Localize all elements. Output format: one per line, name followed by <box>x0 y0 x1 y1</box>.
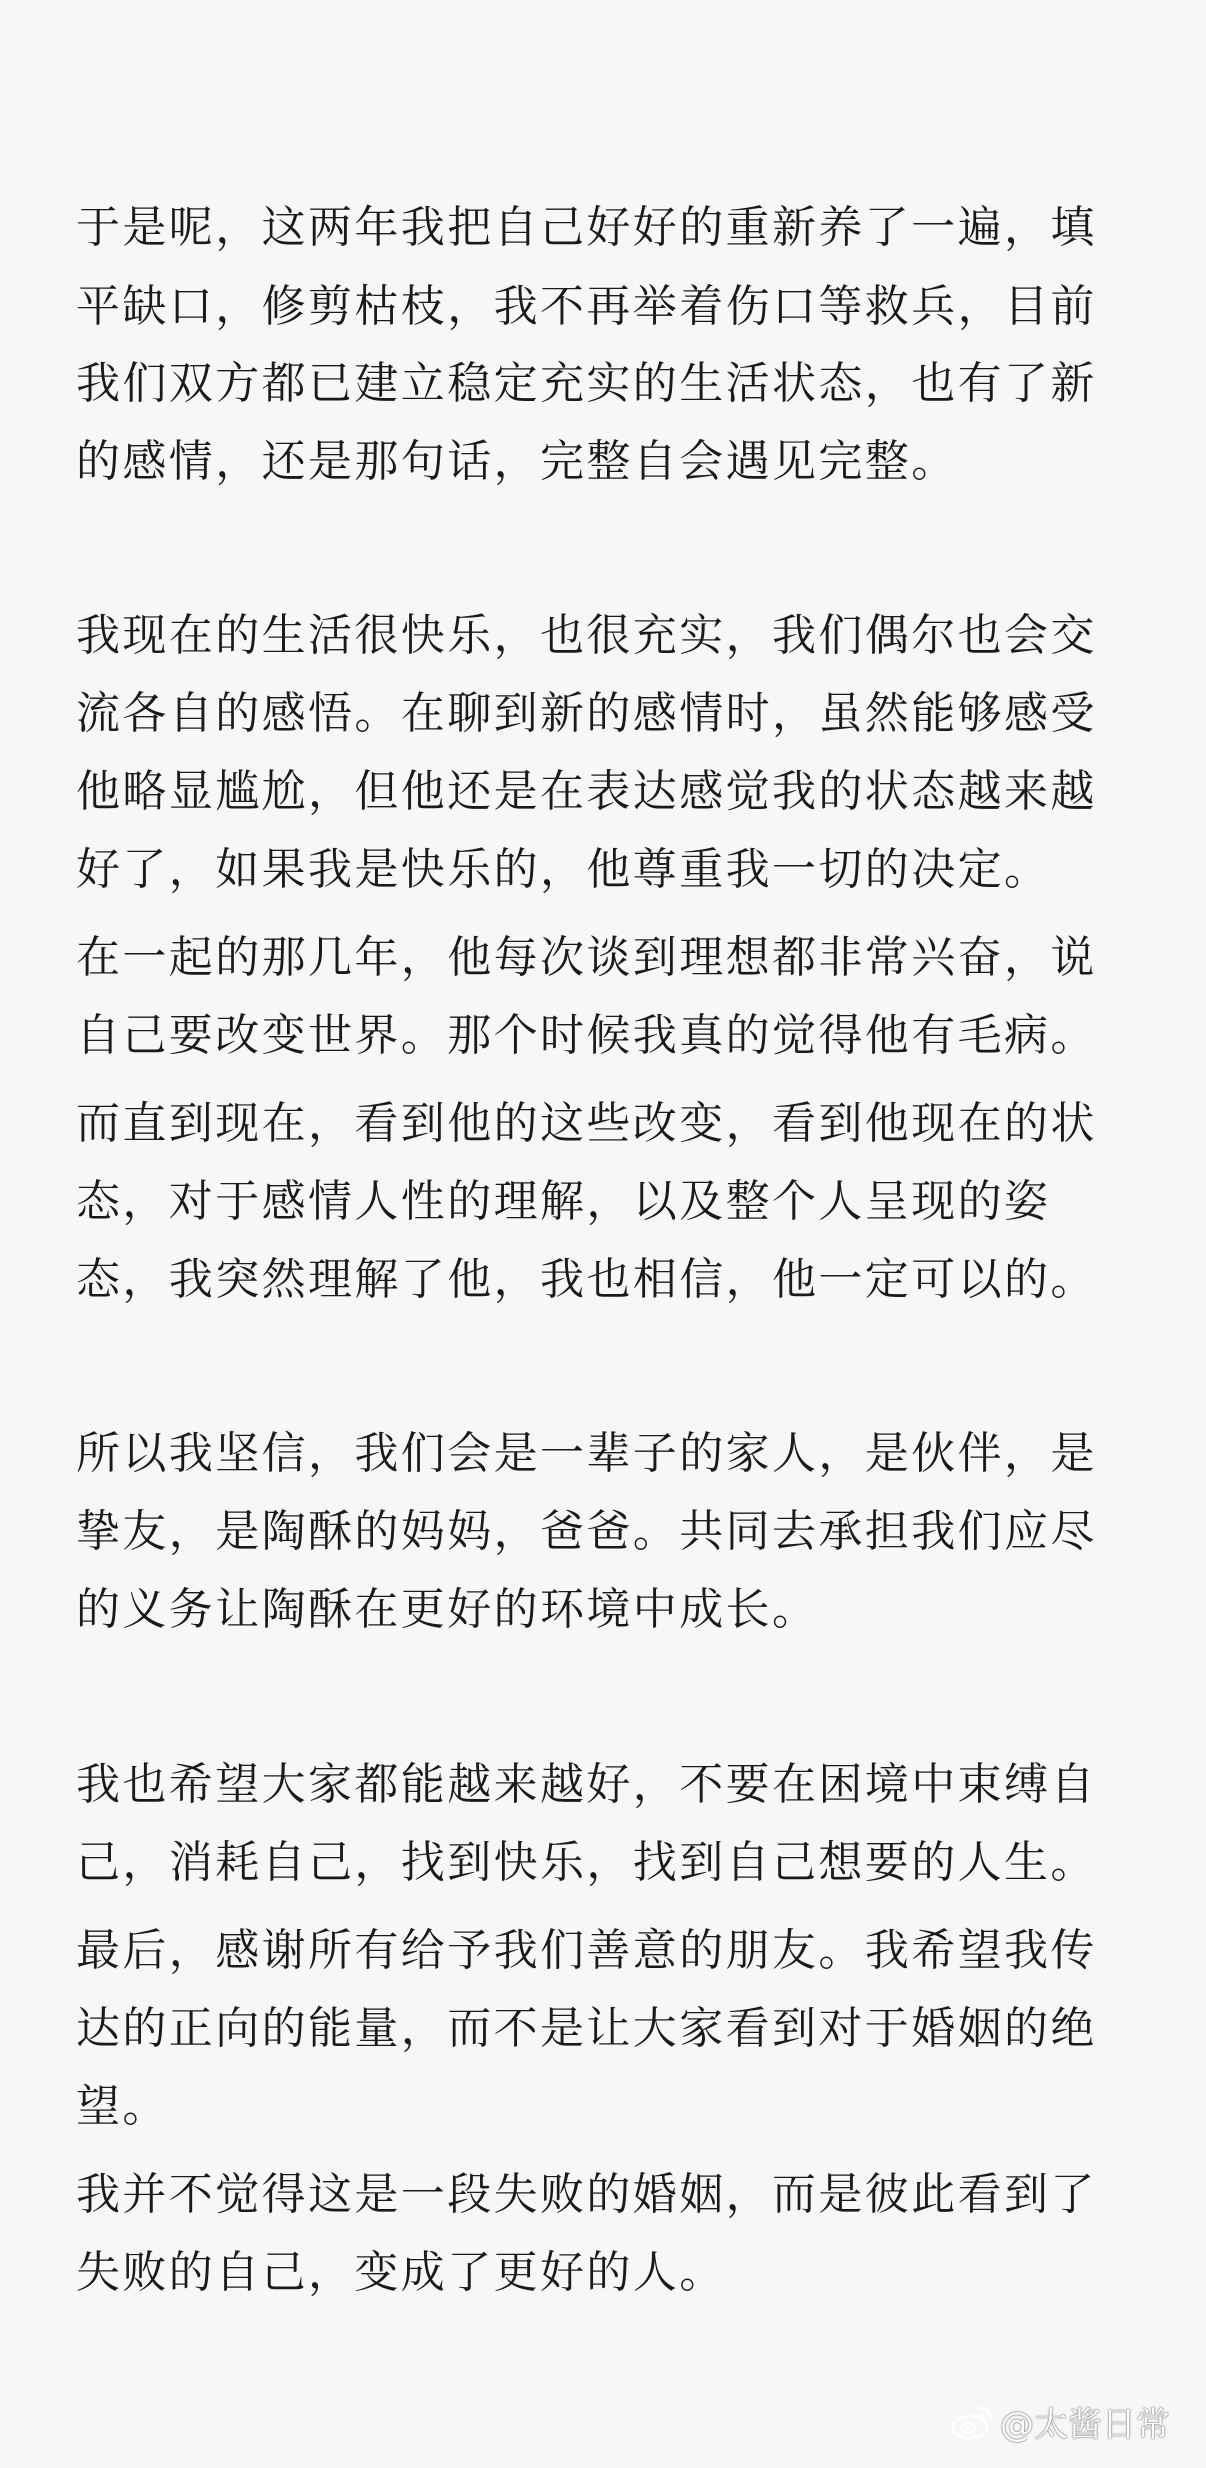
text-line: 他略显尴尬，但他还是在表达感觉我的状态越来越 <box>76 766 1097 817</box>
text-line: 挚友，是陶酥的妈妈，爸爸。共同去承担我们应尽 <box>76 1506 1097 1557</box>
text-line: 平缺口，修剪枯枝，我不再举着伤口等救兵，目前 <box>76 281 1097 332</box>
text-line: 望。 <box>76 2081 169 2132</box>
text-line: 失败的自己，变成了更好的人。 <box>76 2247 726 2298</box>
text-line: 己，消耗自己，找到快乐，找到自己想要的人生。 <box>76 1837 1097 1888</box>
text-line: 好了，如果我是快乐的，他尊重我一切的决定。 <box>76 844 1051 895</box>
text-line: 态，我突然理解了他，我也相信，他一定可以的。 <box>76 1254 1097 1305</box>
text-line: 达的正向的能量，而不是让大家看到对于婚姻的绝 <box>76 2003 1097 2054</box>
text-line: 流各自的感悟。在聊到新的感情时，虽然能够感受 <box>76 688 1097 739</box>
text-line: 我们双方都已建立稳定充实的生活状态，也有了新 <box>76 358 1097 409</box>
text-line: 我现在的生活很快乐，也很充实，我们偶尔也会交 <box>76 610 1097 661</box>
text-line: 所以我坚信，我们会是一辈子的家人，是伙伴，是 <box>76 1428 1097 1479</box>
text-line: 自己要改变世界。那个时候我真的觉得他有毛病。 <box>76 1010 1097 1061</box>
watermark-text: @太酱日常 <box>1000 2405 1170 2445</box>
weibo-icon <box>950 2400 994 2450</box>
text-line: 最后，感谢所有给予我们善意的朋友。我希望我传 <box>76 1925 1097 1976</box>
text-line: 我也希望大家都能越来越好，不要在困境中束缚自 <box>76 1759 1097 1810</box>
text-line: 于是呢，这两年我把自己好好的重新养了一遍，填 <box>76 202 1097 253</box>
weibo-watermark <box>950 2400 1170 2450</box>
text-line: 态，对于感情人性的理解，以及整个人呈现的姿 <box>76 1176 1051 1227</box>
text-line: 的义务让陶酥在更好的环境中成长。 <box>76 1584 819 1635</box>
text-line: 我并不觉得这是一段失败的婚姻，而是彼此看到了 <box>76 2169 1097 2220</box>
text-line: 而直到现在，看到他的这些改变，看到他现在的状 <box>76 1098 1097 1149</box>
text-line: 的感情，还是那句话，完整自会遇见完整。 <box>76 436 958 487</box>
text-line: 在一起的那几年，他每次谈到理想都非常兴奋，说 <box>76 932 1097 983</box>
